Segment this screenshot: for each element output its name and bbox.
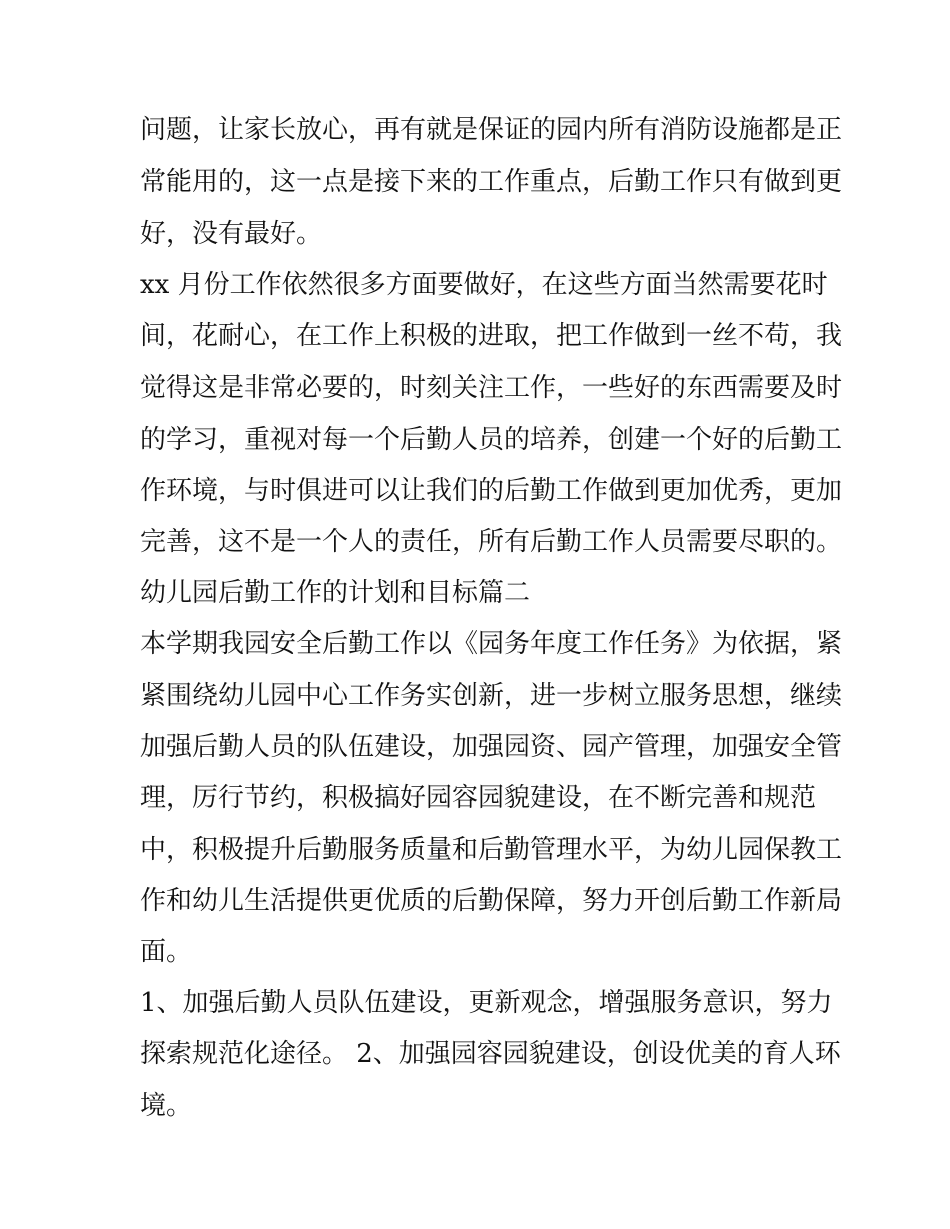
- section-heading: 幼儿园后勤工作的计划和目标篇二: [140, 578, 531, 608]
- text-line: 好，没有最好。: [140, 219, 323, 249]
- text-line: 问题，让家长放心，再有就是保证的园内所有消防设施都是正: [140, 115, 843, 145]
- text-line: 本学期我园安全后勤工作以《园务年度工作任务》为依据，紧: [140, 629, 843, 659]
- text-line: 间，花耐心，在工作上积极的进取，把工作做到一丝不苟，我: [140, 321, 843, 351]
- text-line: 作和幼儿生活提供更优质的后勤保障，努力开创后勤工作新局: [140, 886, 843, 916]
- text-line: 境。: [140, 1091, 193, 1121]
- text-line: 理，厉行节约，积极搞好园容园貌建设，在不断完善和规范: [140, 783, 817, 813]
- text-line: 1、加强后勤人员队伍建设，更新观念，增强服务意识，努力: [140, 988, 833, 1018]
- text-line: 探索规范化途径。 2、加强园容园貌建设，创设优美的育人环: [140, 1039, 841, 1069]
- text-line: 中，积极提升后勤服务质量和后勤管理水平，为幼儿园保教工: [140, 835, 843, 865]
- text-line: 完善，这不是一个人的责任，所有后勤工作人员需要尽职的。: [140, 527, 843, 557]
- text-line: 作环境，与时俱进可以让我们的后勤工作做到更加优秀，更加: [140, 476, 843, 506]
- text-line: 觉得这是非常必要的，时刻关注工作，一些好的东西需要及时: [140, 373, 843, 403]
- text-line: 紧围绕幼儿园中心工作务实创新，进一步树立服务思想，继续: [140, 681, 843, 711]
- text-line: 加强后勤人员的队伍建设，加强园资、园产管理，加强安全管: [140, 732, 843, 762]
- text-line: 面。: [140, 937, 193, 967]
- text-line: xx 月份工作依然很多方面要做好，在这些方面当然需要花时: [140, 270, 828, 300]
- text-line: 常能用的，这一点是接下来的工作重点，后勤工作只有做到更: [140, 167, 843, 197]
- text-line: 的学习，重视对每一个后勤人员的培养，创建一个好的后勤工: [140, 425, 843, 455]
